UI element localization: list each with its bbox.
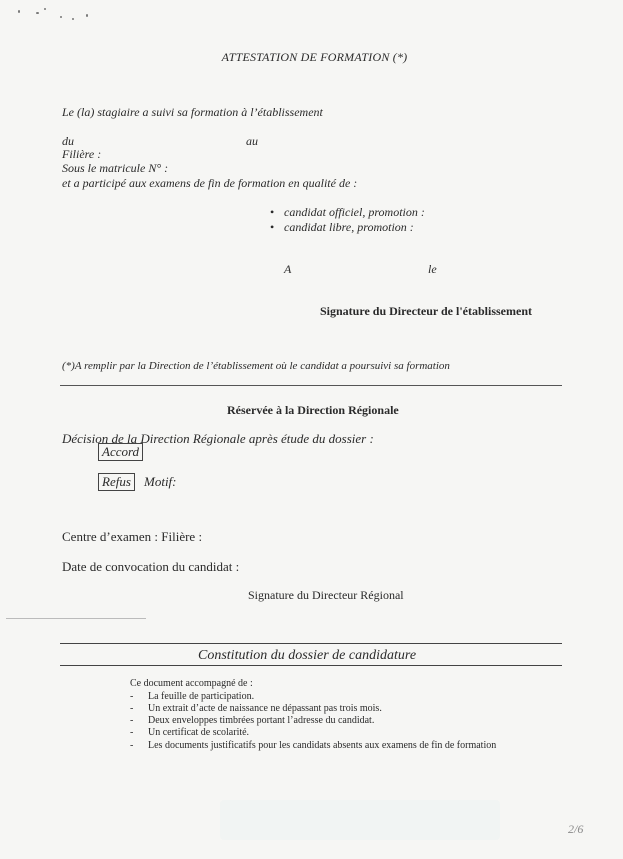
regional-signature-label: Signature du Directeur Régional <box>248 588 404 602</box>
dossier-heading: Constitution du dossier de candidature <box>198 648 417 663</box>
period-start-label: du <box>62 134 74 148</box>
dossier-item: - Deux enveloppes timbrées portant l’adresse du candidat. <box>148 715 374 726</box>
scan-speck <box>60 16 62 18</box>
trainee-intro: Le (la) stagiaire a suivi sa formation à l’établissement <box>62 105 323 119</box>
convocation-date-label: Date de convocation du candidat : <box>62 559 240 574</box>
scan-watermark <box>220 800 500 840</box>
scan-speck <box>86 14 88 17</box>
page-mark: 2/6 <box>568 822 584 836</box>
scan-speck <box>44 8 46 10</box>
accord-checkbox-label: Accord <box>98 443 143 461</box>
dossier-top-rule <box>60 643 562 644</box>
director-signature-label: Signature du Directeur de l'établissement <box>320 304 532 318</box>
dossier-item: - La feuille de participation. <box>148 691 254 702</box>
date-label: le <box>428 262 437 276</box>
document-title-text: ATTESTATION DE FORMATION (*) <box>221 50 408 64</box>
dossier-intro: Ce document accompagné de : <box>130 678 253 689</box>
dossier-bottom-rule <box>60 665 562 666</box>
scan-artifact-line <box>6 618 146 619</box>
period-end-label: au <box>246 134 258 148</box>
dossier-item: - Un extrait d’acte de naissance ne dépassant pas trois mois. <box>148 703 382 714</box>
motif-label: Motif: <box>144 474 177 489</box>
option-candidat-libre: • candidat libre, promotion : <box>284 220 414 235</box>
divider <box>60 385 562 386</box>
document-title <box>0 50 623 65</box>
scan-speck <box>72 18 74 20</box>
footnote: (*)A remplir par la Direction de l’établissement où le candidat a poursuivi sa formation <box>62 360 450 372</box>
scan-speck <box>36 12 39 14</box>
decision-label: Décision de la Direction Régionale après étude du dossier : <box>62 431 374 446</box>
regional-heading: Réservée à la Direction Régionale <box>227 403 399 417</box>
refus-checkbox-label: Refus <box>98 473 135 491</box>
centre-examen-label: Centre d’examen : Filière : <box>62 529 203 544</box>
matricule-label: Sous le matricule N° : <box>62 161 169 175</box>
scan-speck <box>18 10 20 13</box>
filiere-label: Filière : <box>62 147 102 161</box>
place-label: A <box>284 262 292 276</box>
dossier-item: - Les documents justificatifs pour les candidats absents aux examens de fin de formation <box>148 740 496 751</box>
exam-participation-text: et a participé aux examens de fin de formation en qualité de : <box>62 176 358 190</box>
dossier-item: - Un certificat de scolarité. <box>148 727 249 738</box>
option-candidat-officiel: • candidat officiel, promotion : <box>284 205 425 220</box>
